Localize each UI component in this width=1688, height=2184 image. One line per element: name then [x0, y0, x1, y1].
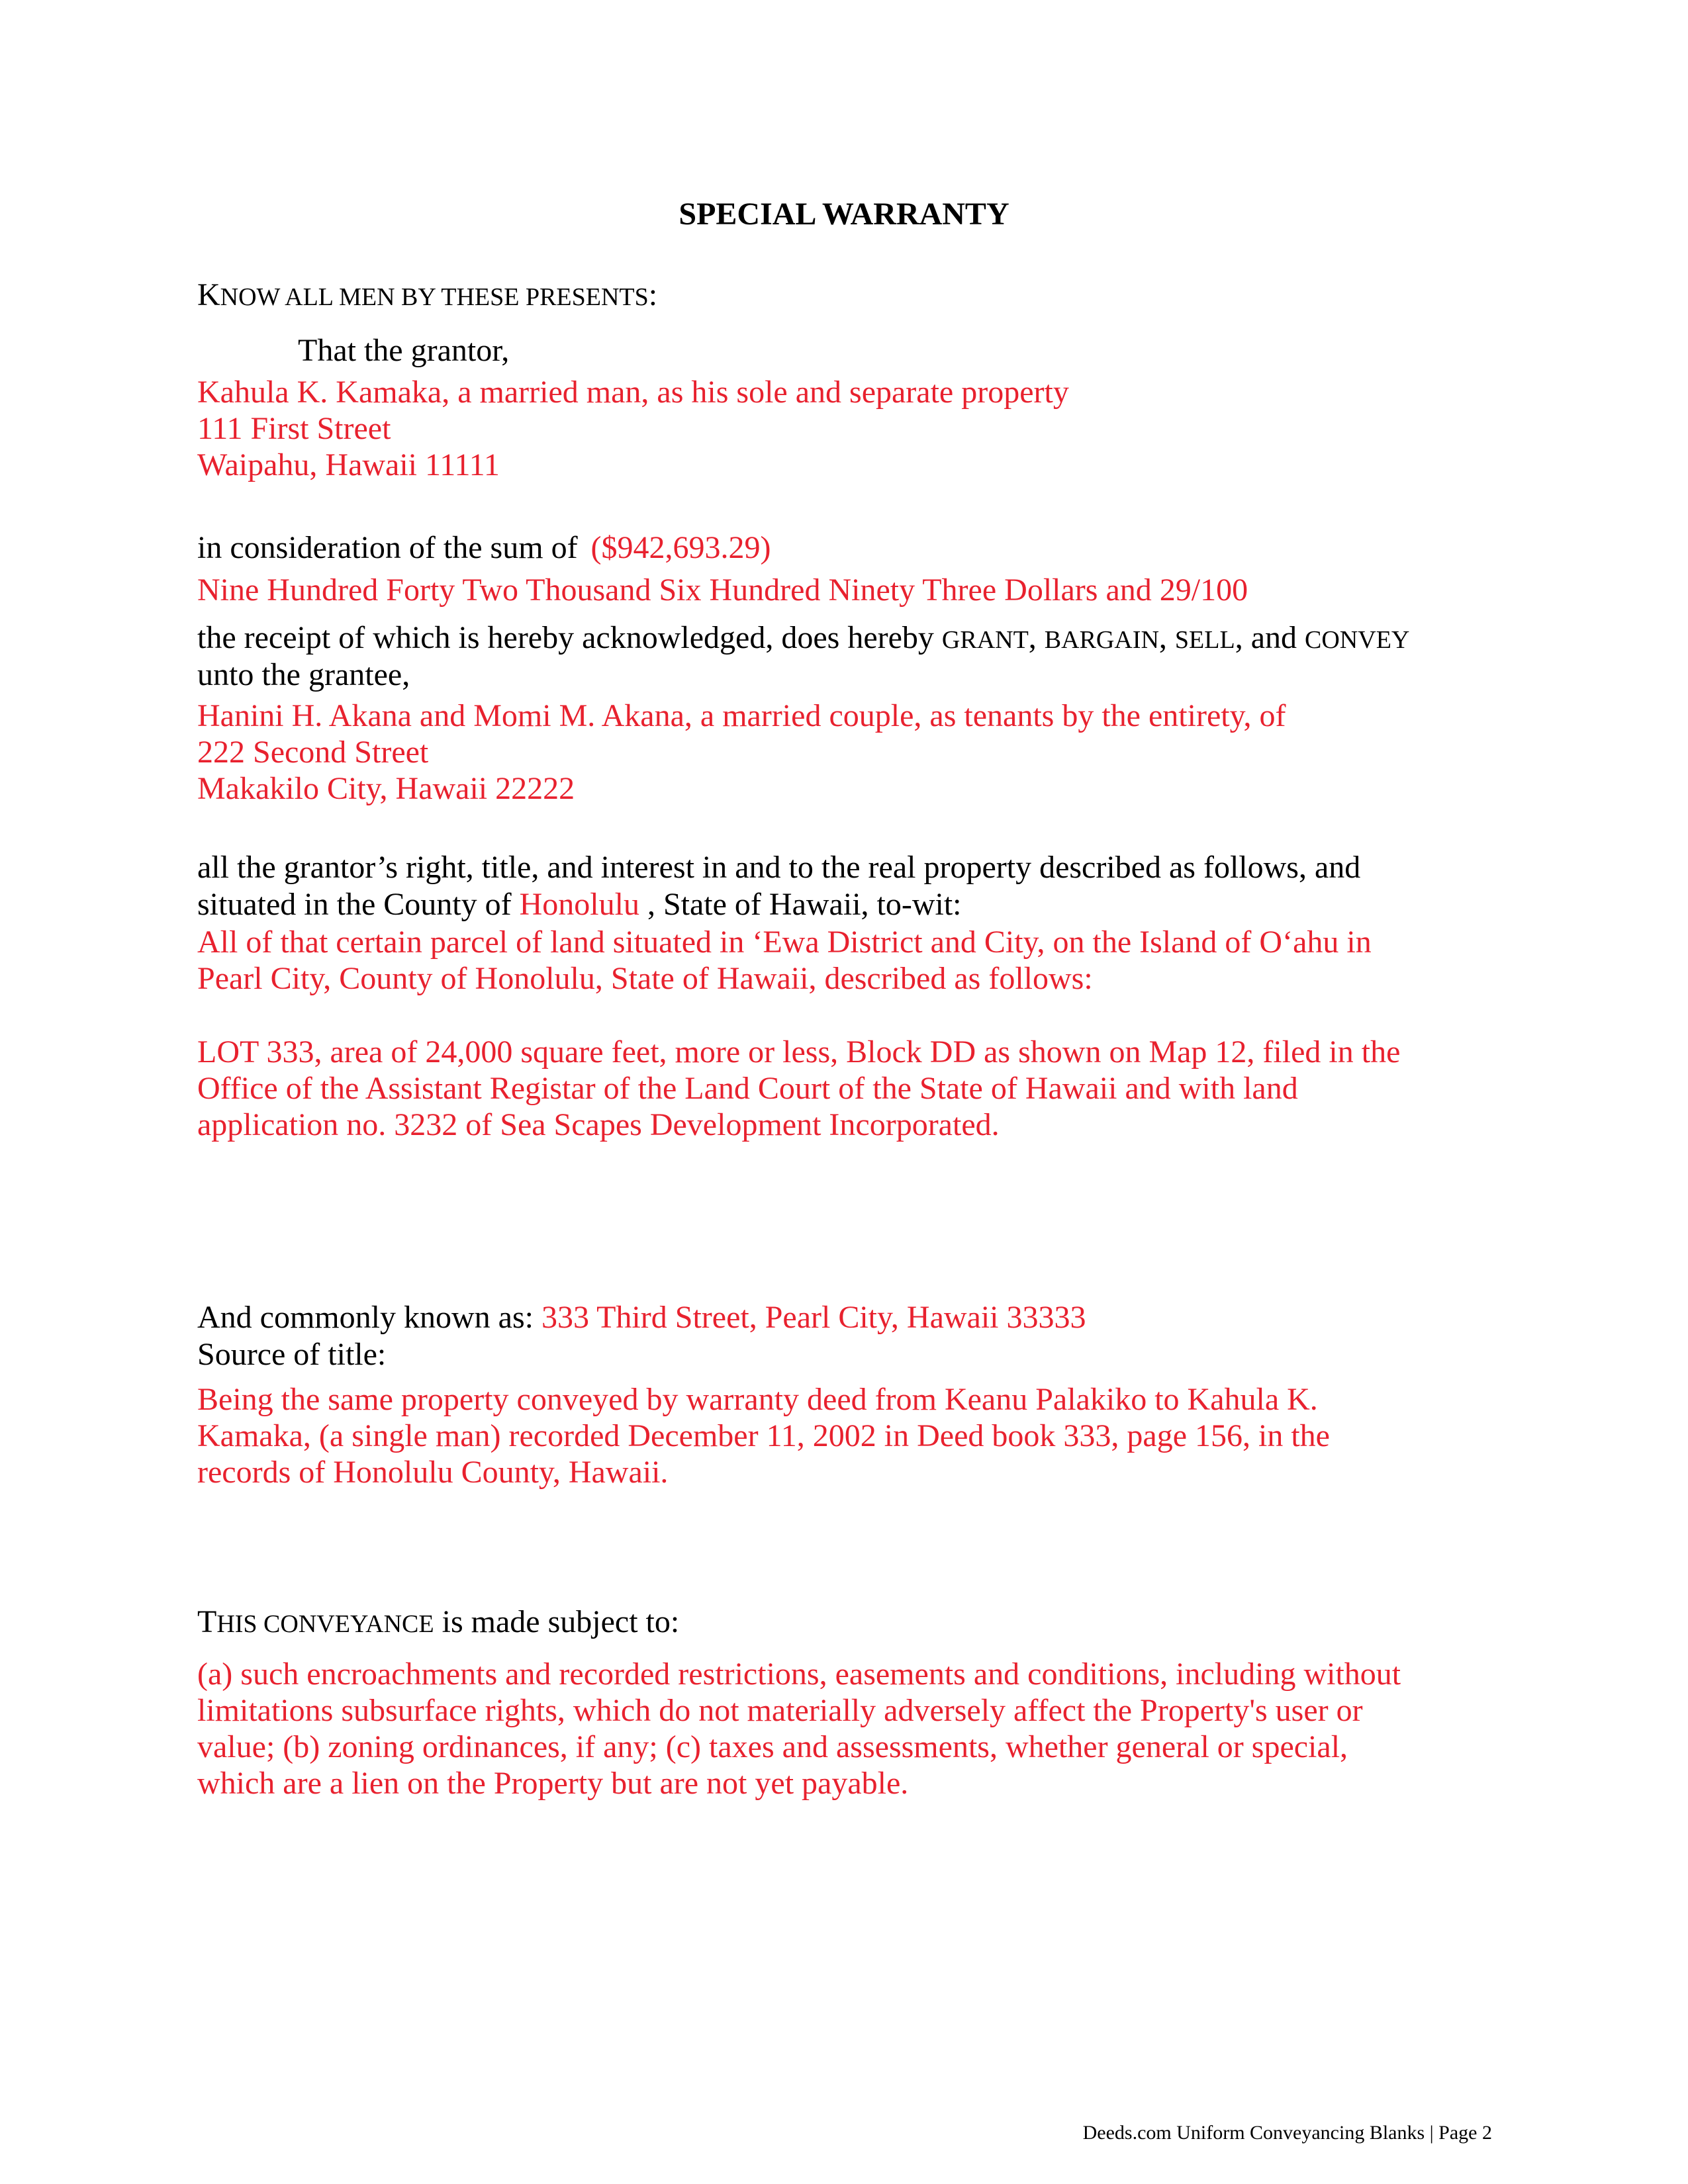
- grantor-street: 111 First Street: [197, 411, 391, 446]
- unto-grantee-line: unto the grantee,: [197, 657, 410, 692]
- subject-line-4: which are a lien on the Property but are not yet payable.: [197, 1766, 909, 1801]
- page-title: SPECIAL WARRANTY: [679, 197, 1009, 232]
- conveyance-heading: THIS CONVEYANCE is made subject to:: [197, 1604, 680, 1639]
- lot-line-3: application no. 3232 of Sea Scapes Development Incorporated.: [197, 1107, 1000, 1142]
- parcel-line-1: All of that certain parcel of land situated in ‘Ewa District and City, on the Island of O‘ahu in: [197, 925, 1372, 960]
- source-line-1: Being the same property conveyed by warranty deed from Keanu Palakiko to Kahula K.: [197, 1382, 1318, 1417]
- lot-line-2: Office of the Assistant Registar of the Land Court of the State of Hawaii and with land: [197, 1071, 1298, 1106]
- rights-line-2: situated in the County of Honolulu , State of Hawaii, to-wit:: [197, 887, 962, 922]
- receipt-line: the receipt of which is hereby acknowledged, does hereby GRANT, BARGAIN, SELL, and CONVEY: [197, 620, 1410, 655]
- consideration-words: Nine Hundred Forty Two Thousand Six Hundred Ninety Three Dollars and 29/100: [197, 572, 1248, 608]
- grantee-name: Hanini H. Akana and Momi M. Akana, a married couple, as tenants by the entirety, of: [197, 698, 1286, 733]
- source-line-3: records of Honolulu County, Hawaii.: [197, 1455, 669, 1490]
- property-address: 333 Third Street, Pearl City, Hawaii 33333: [541, 1300, 1086, 1335]
- grantor-intro: That the grantor,: [298, 333, 510, 368]
- commonly-known-label: And commonly known as:: [197, 1300, 534, 1335]
- subject-line-2: limitations subsurface rights, which do not materially adversely affect the Property's user or: [197, 1693, 1363, 1728]
- commonly-known-line: [197, 1299, 1086, 1336]
- page-footer: Deeds.com Uniform Conveyancing Blanks | Page 2: [1082, 2122, 1492, 2144]
- grantor-city: Waipahu, Hawaii 11111: [197, 447, 500, 482]
- lot-line-1: LOT 333, area of 24,000 square feet, more or less, Block DD as shown on Map 12, filed in the: [197, 1034, 1401, 1069]
- grantee-city: Makakilo City, Hawaii 22222: [197, 771, 575, 806]
- grantor-name: Kahula K. Kamaka, a married man, as his sole and separate property: [197, 375, 1069, 410]
- know-all-men-heading: KNOW ALL MEN BY THESE PRESENTS:: [197, 277, 658, 312]
- consideration-label: in consideration of the sum of: [197, 530, 578, 565]
- rights-line-1: all the grantor’s right, title, and interest in and to the real property described as follows, and: [197, 850, 1361, 885]
- subject-line-3: value; (b) zoning ordinances, if any; (c) taxes and assessments, whether general or special,: [197, 1729, 1348, 1764]
- parcel-line-2: Pearl City, County of Honolulu, State of Hawaii, described as follows:: [197, 961, 1093, 996]
- consideration-amount: ($942,693.29): [590, 530, 771, 565]
- grantee-street: 222 Second Street: [197, 735, 429, 770]
- consideration-line: [197, 529, 771, 567]
- county-name: Honolulu: [519, 887, 639, 922]
- source-of-title-label: Source of title:: [197, 1337, 387, 1372]
- source-line-2: Kamaka, (a single man) recorded December 11, 2002 in Deed book 333, page 156, in the: [197, 1418, 1330, 1453]
- subject-line-1: (a) such encroachments and recorded restrictions, easements and conditions, including without: [197, 1657, 1401, 1692]
